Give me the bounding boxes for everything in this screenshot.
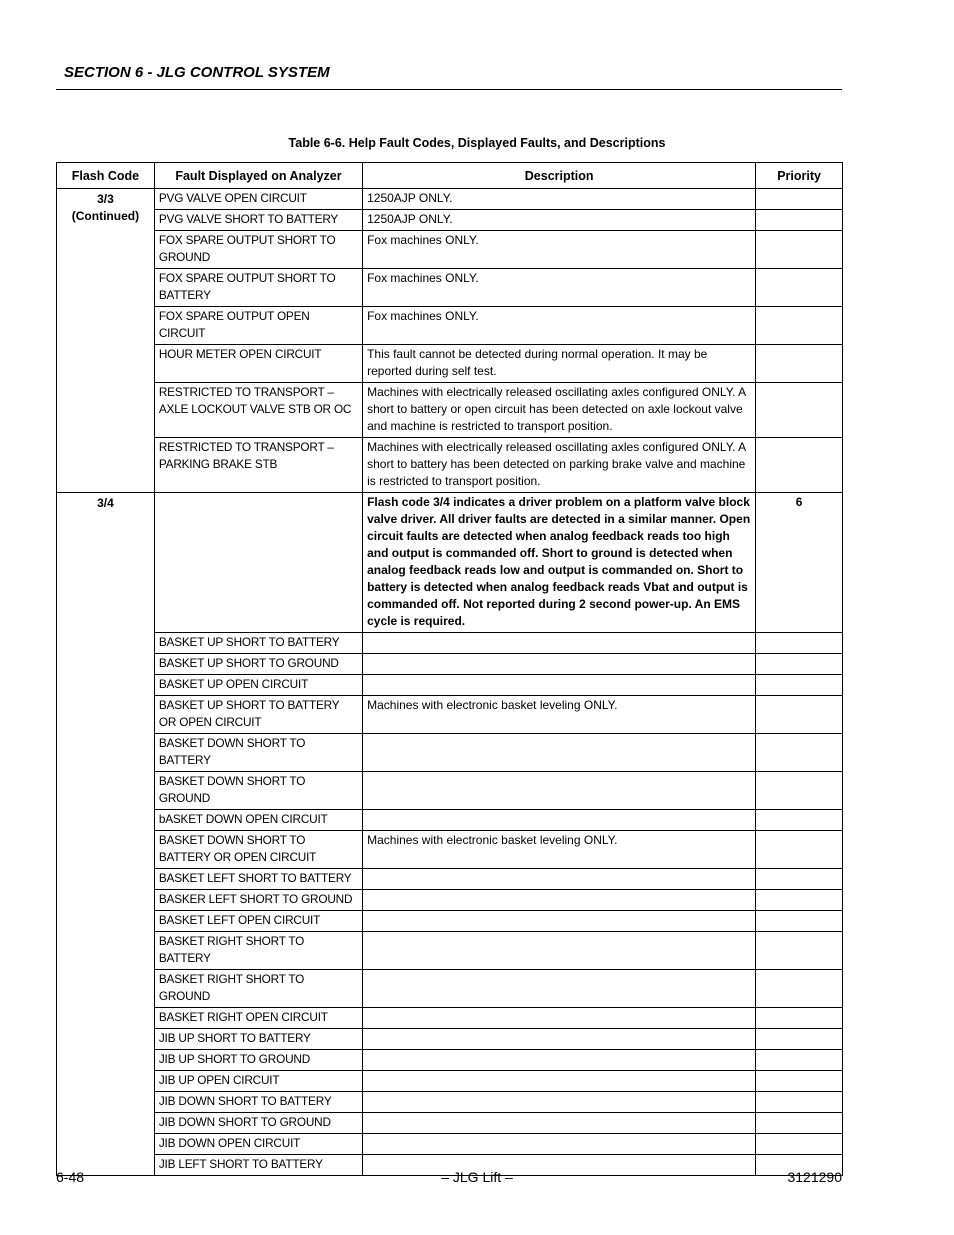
- page-number: 6-48: [56, 1169, 85, 1185]
- fault-cell: JIB UP SHORT TO BATTERY: [154, 1029, 362, 1050]
- description-cell: [363, 890, 756, 911]
- description-cell: Machines with electronic basket leveling ONLY.: [363, 831, 756, 869]
- description-cell: Fox machines ONLY.: [363, 269, 756, 307]
- description-cell: Fox machines ONLY.: [363, 231, 756, 269]
- table-row: [57, 438, 843, 493]
- fault-cell: JIB UP SHORT TO GROUND: [154, 1050, 362, 1071]
- fault-cell: BASKET UP SHORT TO BATTERY OR OPEN CIRCUIT: [154, 696, 362, 734]
- table-row: [57, 890, 843, 911]
- description-cell: [363, 911, 756, 932]
- priority-cell: [756, 932, 843, 970]
- fault-cell: JIB DOWN OPEN CIRCUIT: [154, 1134, 362, 1155]
- fault-cell: PVG VALVE OPEN CIRCUIT: [154, 189, 362, 210]
- flash-code-value: 3/3: [97, 192, 114, 206]
- description-cell: [363, 1050, 756, 1071]
- priority-cell: [756, 1134, 843, 1155]
- fault-cell: BASKET LEFT SHORT TO BATTERY: [154, 869, 362, 890]
- description-cell: [363, 734, 756, 772]
- fault-cell: bASKET DOWN OPEN CIRCUIT: [154, 810, 362, 831]
- description-cell: [363, 932, 756, 970]
- priority-cell: [756, 734, 843, 772]
- column-header-fault: Fault Displayed on Analyzer: [154, 163, 362, 189]
- table-row: [57, 1008, 843, 1029]
- priority-cell: [756, 970, 843, 1008]
- table-row: [57, 189, 843, 210]
- description-cell: [363, 869, 756, 890]
- priority-cell: [756, 383, 843, 438]
- description-cell: [363, 1092, 756, 1113]
- table-row: [57, 696, 843, 734]
- priority-cell: [756, 696, 843, 734]
- flash-code-continued: (Continued): [71, 209, 140, 223]
- priority-cell: [756, 1092, 843, 1113]
- column-header-priority: Priority: [756, 163, 843, 189]
- fault-cell: BASKET DOWN SHORT TO BATTERY: [154, 734, 362, 772]
- fault-cell: JIB LEFT SHORT TO BATTERY: [154, 1155, 362, 1176]
- table-row: [57, 654, 843, 675]
- fault-cell: RESTRICTED TO TRANSPORT – PARKING BRAKE STB: [154, 438, 362, 493]
- table-header-row: [57, 163, 843, 189]
- fault-cell: [154, 493, 362, 633]
- table-row: [57, 970, 843, 1008]
- description-cell: [363, 1113, 756, 1134]
- priority-cell: [756, 831, 843, 869]
- fault-cell: BASKET DOWN SHORT TO BATTERY OR OPEN CIRCUIT: [154, 831, 362, 869]
- fault-cell: JIB DOWN SHORT TO GROUND: [154, 1113, 362, 1134]
- description-cell: [363, 654, 756, 675]
- priority-cell: [756, 772, 843, 810]
- table-row: [57, 1113, 843, 1134]
- priority-cell: 6: [756, 493, 843, 633]
- fault-cell: BASKET UP SHORT TO BATTERY: [154, 633, 362, 654]
- priority-cell: [756, 345, 843, 383]
- fault-cell: FOX SPARE OUTPUT SHORT TO GROUND: [154, 231, 362, 269]
- description-cell: Machines with electrically released oscillating axles configured ONLY. A short to battery or open circuit has been detected on axle lockout valve and machine is restricted to transport position.: [363, 383, 756, 438]
- priority-cell: [756, 189, 843, 210]
- fault-code-table: [56, 162, 843, 1176]
- footer-publisher: – JLG Lift –: [441, 1169, 513, 1185]
- table-row: [57, 675, 843, 696]
- fault-cell: BASKET UP OPEN CIRCUIT: [154, 675, 362, 696]
- priority-cell: [756, 675, 843, 696]
- priority-cell: [756, 890, 843, 911]
- description-cell: Machines with electronic basket leveling ONLY.: [363, 696, 756, 734]
- priority-cell: [756, 1113, 843, 1134]
- flash-code-cell: [57, 189, 155, 493]
- table-row: [57, 932, 843, 970]
- flash-code-cell: 3/4: [57, 493, 155, 1176]
- priority-cell: [756, 269, 843, 307]
- priority-cell: [756, 869, 843, 890]
- table-row: [57, 345, 843, 383]
- priority-cell: [756, 654, 843, 675]
- table-row: [57, 869, 843, 890]
- section-title: SECTION 6 - JLG CONTROL SYSTEM: [64, 64, 330, 81]
- priority-cell: [756, 911, 843, 932]
- column-header-flash-code: Flash Code: [57, 163, 155, 189]
- description-cell: [363, 970, 756, 1008]
- priority-cell: [756, 1050, 843, 1071]
- fault-cell: HOUR METER OPEN CIRCUIT: [154, 345, 362, 383]
- description-cell: Machines with electrically released oscillating axles configured ONLY. A short to battery has been detected on parking brake valve and machine is restricted to transport position.: [363, 438, 756, 493]
- table-row: [57, 633, 843, 654]
- column-header-description: Description: [363, 163, 756, 189]
- table-row: [57, 269, 843, 307]
- table-row: [57, 1050, 843, 1071]
- description-cell: 1250AJP ONLY.: [363, 189, 756, 210]
- header-rule: [56, 89, 842, 90]
- fault-cell: BASKET LEFT OPEN CIRCUIT: [154, 911, 362, 932]
- description-cell: 1250AJP ONLY.: [363, 210, 756, 231]
- table-row: [57, 1134, 843, 1155]
- description-cell: [363, 633, 756, 654]
- description-cell: This fault cannot be detected during normal operation. It may be reported during self test.: [363, 345, 756, 383]
- table-row: [57, 383, 843, 438]
- description-cell: [363, 772, 756, 810]
- table-body: [57, 189, 843, 1176]
- table-row: [57, 810, 843, 831]
- priority-cell: [756, 1008, 843, 1029]
- priority-cell: [756, 810, 843, 831]
- fault-cell: BASKET UP SHORT TO GROUND: [154, 654, 362, 675]
- table-row: [57, 734, 843, 772]
- table-row: [57, 772, 843, 810]
- table-row: [57, 1071, 843, 1092]
- description-cell: [363, 1071, 756, 1092]
- document-number: 3121290: [787, 1169, 842, 1185]
- table-row: [57, 307, 843, 345]
- priority-cell: [756, 210, 843, 231]
- table-row: [57, 210, 843, 231]
- priority-cell: [756, 438, 843, 493]
- description-cell: [363, 810, 756, 831]
- description-cell: [363, 1134, 756, 1155]
- table-title: Table 6-6. Help Fault Codes, Displayed Faults, and Descriptions: [288, 136, 666, 150]
- table-row: [57, 231, 843, 269]
- fault-cell: BASKET RIGHT SHORT TO BATTERY: [154, 932, 362, 970]
- priority-cell: [756, 633, 843, 654]
- description-cell: [363, 675, 756, 696]
- table-row: [57, 1029, 843, 1050]
- fault-cell: BASKET RIGHT OPEN CIRCUIT: [154, 1008, 362, 1029]
- table-row: [57, 493, 843, 633]
- fault-cell: JIB DOWN SHORT TO BATTERY: [154, 1092, 362, 1113]
- table-row: [57, 1092, 843, 1113]
- table-row: [57, 911, 843, 932]
- fault-cell: PVG VALVE SHORT TO BATTERY: [154, 210, 362, 231]
- table-row: [57, 831, 843, 869]
- fault-cell: RESTRICTED TO TRANSPORT – AXLE LOCKOUT VALVE STB OR OC: [154, 383, 362, 438]
- priority-cell: [756, 1029, 843, 1050]
- priority-cell: [756, 231, 843, 269]
- fault-cell: BASKER LEFT SHORT TO GROUND: [154, 890, 362, 911]
- description-cell: [363, 1029, 756, 1050]
- fault-cell: JIB UP OPEN CIRCUIT: [154, 1071, 362, 1092]
- description-cell: [363, 1008, 756, 1029]
- description-cell: Fox machines ONLY.: [363, 307, 756, 345]
- description-cell: Flash code 3/4 indicates a driver problem on a platform valve block valve driver. All driver faults are detected in a similar manner. Open circuit faults are detected when analog feedback reads too high and output is commanded off. Short to ground is detected when analog feedback reads low and output is commanded on. Short to battery is detected when analog feedback reads Vbat and output is commanded off. Not reported during 2 second power-up. An EMS cycle is required.: [363, 493, 756, 633]
- priority-cell: [756, 307, 843, 345]
- fault-cell: BASKET DOWN SHORT TO GROUND: [154, 772, 362, 810]
- priority-cell: [756, 1071, 843, 1092]
- fault-cell: BASKET RIGHT SHORT TO GROUND: [154, 970, 362, 1008]
- fault-cell: FOX SPARE OUTPUT SHORT TO BATTERY: [154, 269, 362, 307]
- fault-cell: FOX SPARE OUTPUT OPEN CIRCUIT: [154, 307, 362, 345]
